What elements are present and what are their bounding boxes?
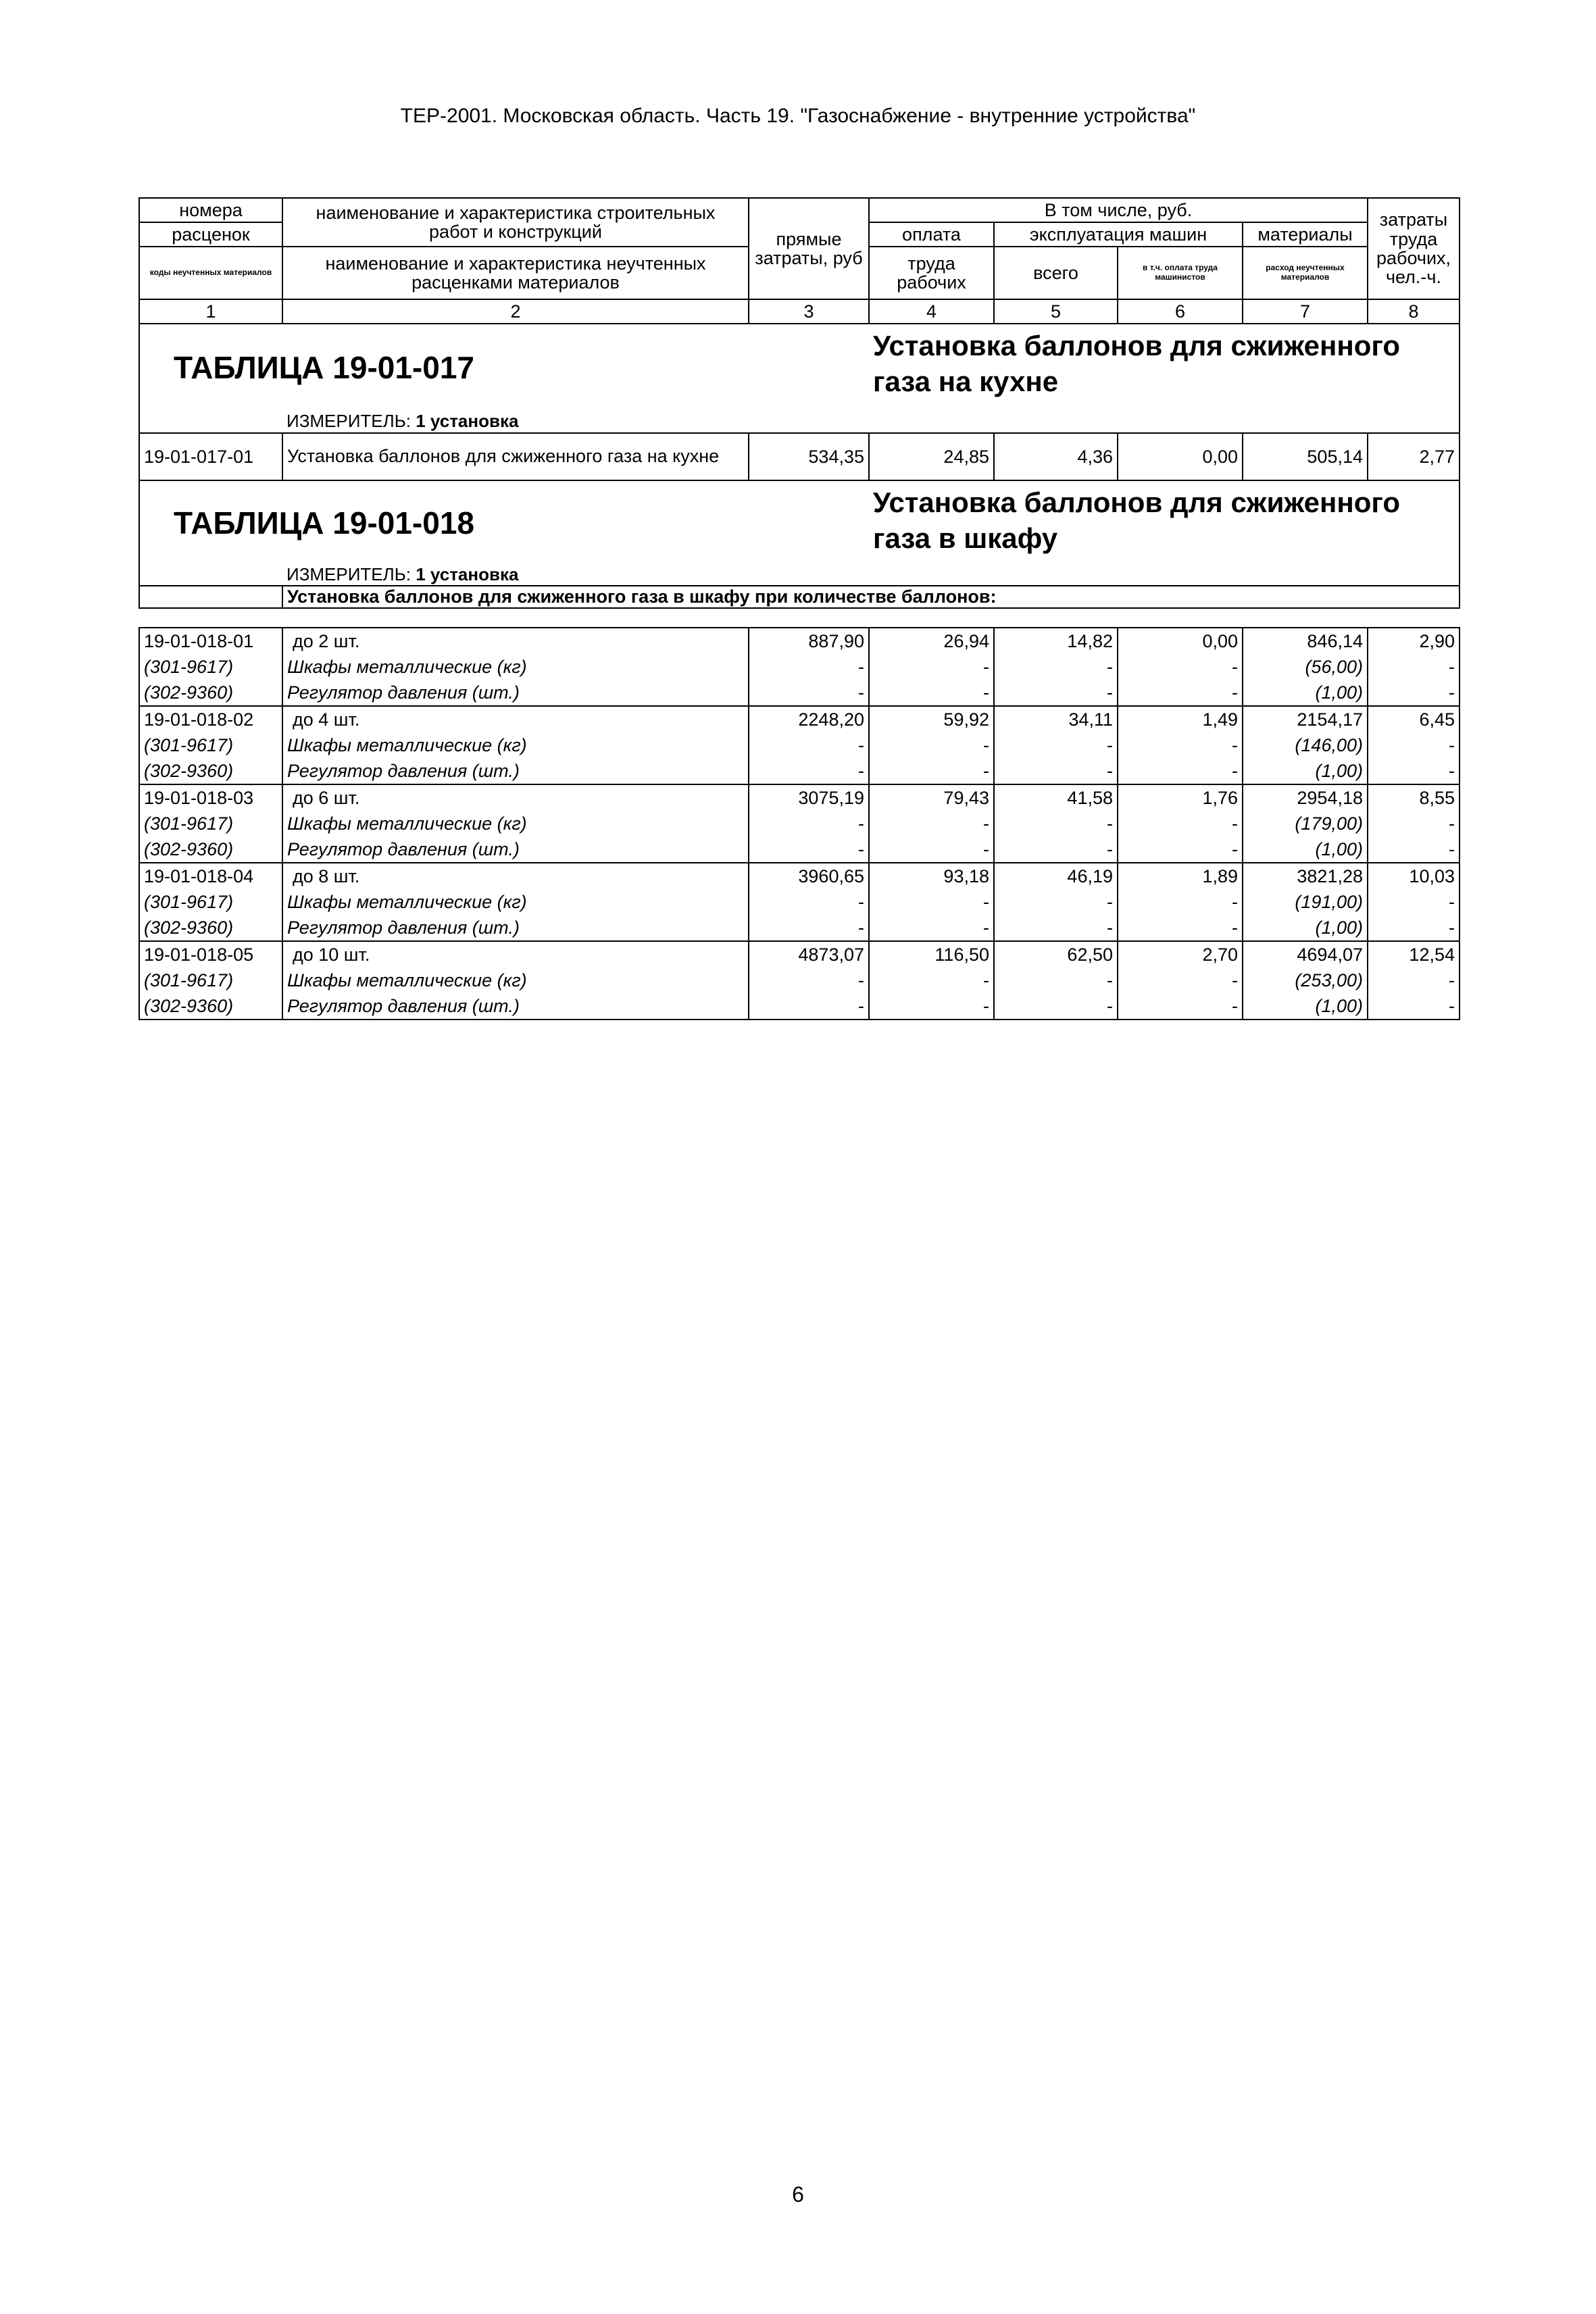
machinists-pay: 2,70 xyxy=(1118,941,1243,967)
header-pay-workers: труда рабочих xyxy=(869,247,994,299)
table-017-title: ТАБЛИЦА 19-01-017 xyxy=(139,324,869,410)
dash-cell: - xyxy=(994,680,1118,706)
dash-cell: - xyxy=(749,836,869,863)
dash-cell: - xyxy=(1118,836,1243,863)
rate-code: 19-01-018-05 xyxy=(139,941,282,967)
materials: 2154,17 xyxy=(1243,706,1368,732)
header-including: В том числе, руб. xyxy=(869,198,1368,222)
table-row xyxy=(139,941,1460,967)
workers-pay: 116,50 xyxy=(869,941,994,967)
dash-cell: - xyxy=(869,811,994,836)
dash-cell: - xyxy=(749,811,869,836)
machines-total: 41,58 xyxy=(994,784,1118,811)
table-018-rows xyxy=(139,627,1460,1020)
material-code: (301-9617) xyxy=(139,889,282,915)
col-number: 5 xyxy=(994,299,1118,324)
header-codes-top: номера xyxy=(139,198,282,222)
header-labor-1: затраты xyxy=(1379,209,1448,230)
dash-cell: - xyxy=(749,967,869,993)
material-consumption: (56,00) xyxy=(1243,654,1368,680)
direct-costs: 887,90 xyxy=(749,628,869,654)
dash-cell: - xyxy=(869,967,994,993)
table-row xyxy=(139,784,1460,811)
header-codes-bottom: расценок xyxy=(139,222,282,247)
rate-name: до 2 шт. xyxy=(282,628,749,654)
machinists-pay: 0,00 xyxy=(1118,628,1243,654)
dash-cell: - xyxy=(749,732,869,758)
material-code: (302-9360) xyxy=(139,680,282,706)
material-code: (301-9617) xyxy=(139,967,282,993)
material-code: (302-9360) xyxy=(139,758,282,784)
workers-pay: 26,94 xyxy=(869,628,994,654)
dash-cell: - xyxy=(994,758,1118,784)
workers-pay: 93,18 xyxy=(869,863,994,889)
material-row xyxy=(139,758,1460,784)
dash-cell: - xyxy=(869,836,994,863)
rate-name: до 10 шт. xyxy=(282,941,749,967)
material-consumption: (1,00) xyxy=(1243,993,1368,1020)
direct-costs: 3960,65 xyxy=(749,863,869,889)
header-labor xyxy=(1368,198,1460,299)
table-018-title: ТАБЛИЦА 19-01-018 xyxy=(139,480,869,564)
material-row xyxy=(139,889,1460,915)
dash-cell: - xyxy=(1118,758,1243,784)
header-name-top-line1: наименование и характеристика строительных xyxy=(316,202,716,223)
machines-total: 62,50 xyxy=(994,941,1118,967)
meter-value: 1 установка xyxy=(416,411,519,431)
dash-cell: - xyxy=(1118,811,1243,836)
col-number: 3 xyxy=(749,299,869,324)
dash-cell: - xyxy=(994,993,1118,1020)
labor-hours: 2,90 xyxy=(1368,628,1460,654)
labor-hours: 6,45 xyxy=(1368,706,1460,732)
dash-cell: - xyxy=(1368,811,1460,836)
material-consumption: (146,00) xyxy=(1243,732,1368,758)
dash-cell: - xyxy=(869,889,994,915)
material-code: (302-9360) xyxy=(139,993,282,1020)
material-consumption: (1,00) xyxy=(1243,836,1368,863)
dash-cell: - xyxy=(1368,889,1460,915)
material-name: Регулятор давления (шт.) xyxy=(282,993,749,1020)
col-number: 7 xyxy=(1243,299,1368,324)
dash-cell: - xyxy=(1368,993,1460,1020)
meter-value: 1 установка xyxy=(416,564,519,584)
material-name: Шкафы металлические (кг) xyxy=(282,654,749,680)
header-material-consumption: расход неучтенных материалов xyxy=(1243,247,1368,299)
labor-hours: 2,77 xyxy=(1368,433,1460,480)
header-name-bottom xyxy=(282,247,749,299)
dash-cell: - xyxy=(1118,967,1243,993)
table-018-meter xyxy=(282,564,1460,586)
table-018-heading: Установка баллонов для сжиженного газа в шкафу xyxy=(869,480,1460,564)
materials: 846,14 xyxy=(1243,628,1368,654)
rate-name: Установка баллонов для сжиженного газа на кухне xyxy=(282,433,749,480)
machines-total: 4,36 xyxy=(994,433,1118,480)
dash-cell: - xyxy=(994,836,1118,863)
direct-costs: 534,35 xyxy=(749,433,869,480)
header-name-bottom-line2: расценками материалов xyxy=(412,272,620,293)
rate-code: 19-01-017-01 xyxy=(139,433,282,480)
dash-cell: - xyxy=(749,680,869,706)
material-consumption: (1,00) xyxy=(1243,758,1368,784)
col-number: 1 xyxy=(139,299,282,324)
dash-cell: - xyxy=(749,915,869,941)
machinists-pay: 0,00 xyxy=(1118,433,1243,480)
table-row xyxy=(139,863,1460,889)
material-code: (301-9617) xyxy=(139,811,282,836)
header-machines: эксплуатация машин xyxy=(994,222,1243,247)
material-row xyxy=(139,836,1460,863)
material-row xyxy=(139,680,1460,706)
material-name: Регулятор давления (шт.) xyxy=(282,836,749,863)
header-direct-costs: прямые затраты, руб xyxy=(749,198,869,299)
materials: 505,14 xyxy=(1243,433,1368,480)
machines-total: 34,11 xyxy=(994,706,1118,732)
page-number: 6 xyxy=(792,2182,804,2207)
material-row xyxy=(139,993,1460,1020)
material-name: Регулятор давления (шт.) xyxy=(282,680,749,706)
rates-table xyxy=(139,197,1460,609)
header-machines-total: всего xyxy=(994,247,1118,299)
material-row xyxy=(139,811,1460,836)
table-018-group-header: Установка баллонов для сжиженного газа в шкафу при количестве баллонов: xyxy=(282,586,1460,608)
material-name: Шкафы металлические (кг) xyxy=(282,732,749,758)
table-017-heading: Установка баллонов для сжиженного газа на кухне xyxy=(869,324,1460,410)
dash-cell: - xyxy=(1368,758,1460,784)
col-number: 6 xyxy=(1118,299,1243,324)
material-consumption: (191,00) xyxy=(1243,889,1368,915)
material-code: (301-9617) xyxy=(139,654,282,680)
workers-pay: 79,43 xyxy=(869,784,994,811)
dash-cell: - xyxy=(994,811,1118,836)
dash-cell: - xyxy=(1368,732,1460,758)
workers-pay: 59,92 xyxy=(869,706,994,732)
material-consumption: (179,00) xyxy=(1243,811,1368,836)
material-code: (302-9360) xyxy=(139,915,282,941)
dash-cell: - xyxy=(1118,732,1243,758)
material-code: (302-9360) xyxy=(139,836,282,863)
dash-cell: - xyxy=(994,732,1118,758)
document-title: ТЕР-2001. Московская область. Часть 19. "Газоснабжение - внутренние устройства" xyxy=(400,105,1196,127)
materials: 2954,18 xyxy=(1243,784,1368,811)
header-pay: оплата xyxy=(869,222,994,247)
table-row xyxy=(139,628,1460,654)
dash-cell: - xyxy=(994,889,1118,915)
dash-cell: - xyxy=(749,758,869,784)
machinists-pay: 1,89 xyxy=(1118,863,1243,889)
materials: 3821,28 xyxy=(1243,863,1368,889)
dash-cell: - xyxy=(1368,915,1460,941)
dash-cell: - xyxy=(994,915,1118,941)
material-consumption: (253,00) xyxy=(1243,967,1368,993)
labor-hours: 8,55 xyxy=(1368,784,1460,811)
materials: 4694,07 xyxy=(1243,941,1368,967)
direct-costs: 4873,07 xyxy=(749,941,869,967)
header-labor-3: рабочих, xyxy=(1376,248,1451,268)
material-name: Регулятор давления (шт.) xyxy=(282,915,749,941)
dash-cell: - xyxy=(1118,680,1243,706)
dash-cell: - xyxy=(1118,654,1243,680)
dash-cell: - xyxy=(869,654,994,680)
rate-code: 19-01-018-01 xyxy=(139,628,282,654)
dash-cell: - xyxy=(869,680,994,706)
col-number: 8 xyxy=(1368,299,1460,324)
material-row xyxy=(139,967,1460,993)
material-row xyxy=(139,654,1460,680)
dash-cell: - xyxy=(869,915,994,941)
dash-cell: - xyxy=(869,758,994,784)
dash-cell: - xyxy=(1368,836,1460,863)
rate-code: 19-01-018-03 xyxy=(139,784,282,811)
rate-code: 19-01-018-04 xyxy=(139,863,282,889)
dash-cell: - xyxy=(749,654,869,680)
machinists-pay: 1,49 xyxy=(1118,706,1243,732)
dash-cell: - xyxy=(749,889,869,915)
header-machinists-pay: в т.ч. оплата труда машинистов xyxy=(1118,247,1243,299)
direct-costs: 2248,20 xyxy=(749,706,869,732)
header-material-codes-note: коды неучтенных материалов xyxy=(139,247,282,299)
header-name-bottom-line1: наименование и характеристика неучтенных xyxy=(325,253,706,274)
labor-hours: 10,03 xyxy=(1368,863,1460,889)
table-row xyxy=(139,433,1460,480)
machines-total: 46,19 xyxy=(994,863,1118,889)
machinists-pay: 1,76 xyxy=(1118,784,1243,811)
col-number: 2 xyxy=(282,299,749,324)
dash-cell: - xyxy=(994,654,1118,680)
meter-label: ИЗМЕРИТЕЛЬ: xyxy=(286,411,411,431)
col-number: 4 xyxy=(869,299,994,324)
dash-cell: - xyxy=(869,732,994,758)
labor-hours: 12,54 xyxy=(1368,941,1460,967)
material-name: Шкафы металлические (кг) xyxy=(282,889,749,915)
material-consumption: (1,00) xyxy=(1243,680,1368,706)
direct-costs: 3075,19 xyxy=(749,784,869,811)
rate-name: до 8 шт. xyxy=(282,863,749,889)
workers-pay: 24,85 xyxy=(869,433,994,480)
material-row xyxy=(139,915,1460,941)
material-name: Шкафы металлические (кг) xyxy=(282,811,749,836)
rate-name: до 6 шт. xyxy=(282,784,749,811)
dash-cell: - xyxy=(1368,680,1460,706)
dash-cell: - xyxy=(1118,889,1243,915)
meter-label: ИЗМЕРИТЕЛЬ: xyxy=(286,564,411,584)
dash-cell: - xyxy=(994,967,1118,993)
dash-cell: - xyxy=(869,993,994,1020)
table-row xyxy=(139,706,1460,732)
machines-total: 14,82 xyxy=(994,628,1118,654)
table-017-meter xyxy=(282,410,1460,433)
material-name: Регулятор давления (шт.) xyxy=(282,758,749,784)
header-materials: материалы xyxy=(1243,222,1368,247)
header-labor-2: труда xyxy=(1389,228,1438,249)
dash-cell: - xyxy=(1368,967,1460,993)
header-labor-4: чел.-ч. xyxy=(1385,267,1441,288)
rate-name: до 4 шт. xyxy=(282,706,749,732)
material-name: Шкафы металлические (кг) xyxy=(282,967,749,993)
header-name-top xyxy=(282,198,749,247)
dash-cell: - xyxy=(749,993,869,1020)
material-row xyxy=(139,732,1460,758)
dash-cell: - xyxy=(1368,654,1460,680)
dash-cell: - xyxy=(1118,915,1243,941)
rate-code: 19-01-018-02 xyxy=(139,706,282,732)
material-code: (301-9617) xyxy=(139,732,282,758)
material-consumption: (1,00) xyxy=(1243,915,1368,941)
header-name-top-line2: работ и конструкций xyxy=(429,222,602,242)
dash-cell: - xyxy=(1118,993,1243,1020)
